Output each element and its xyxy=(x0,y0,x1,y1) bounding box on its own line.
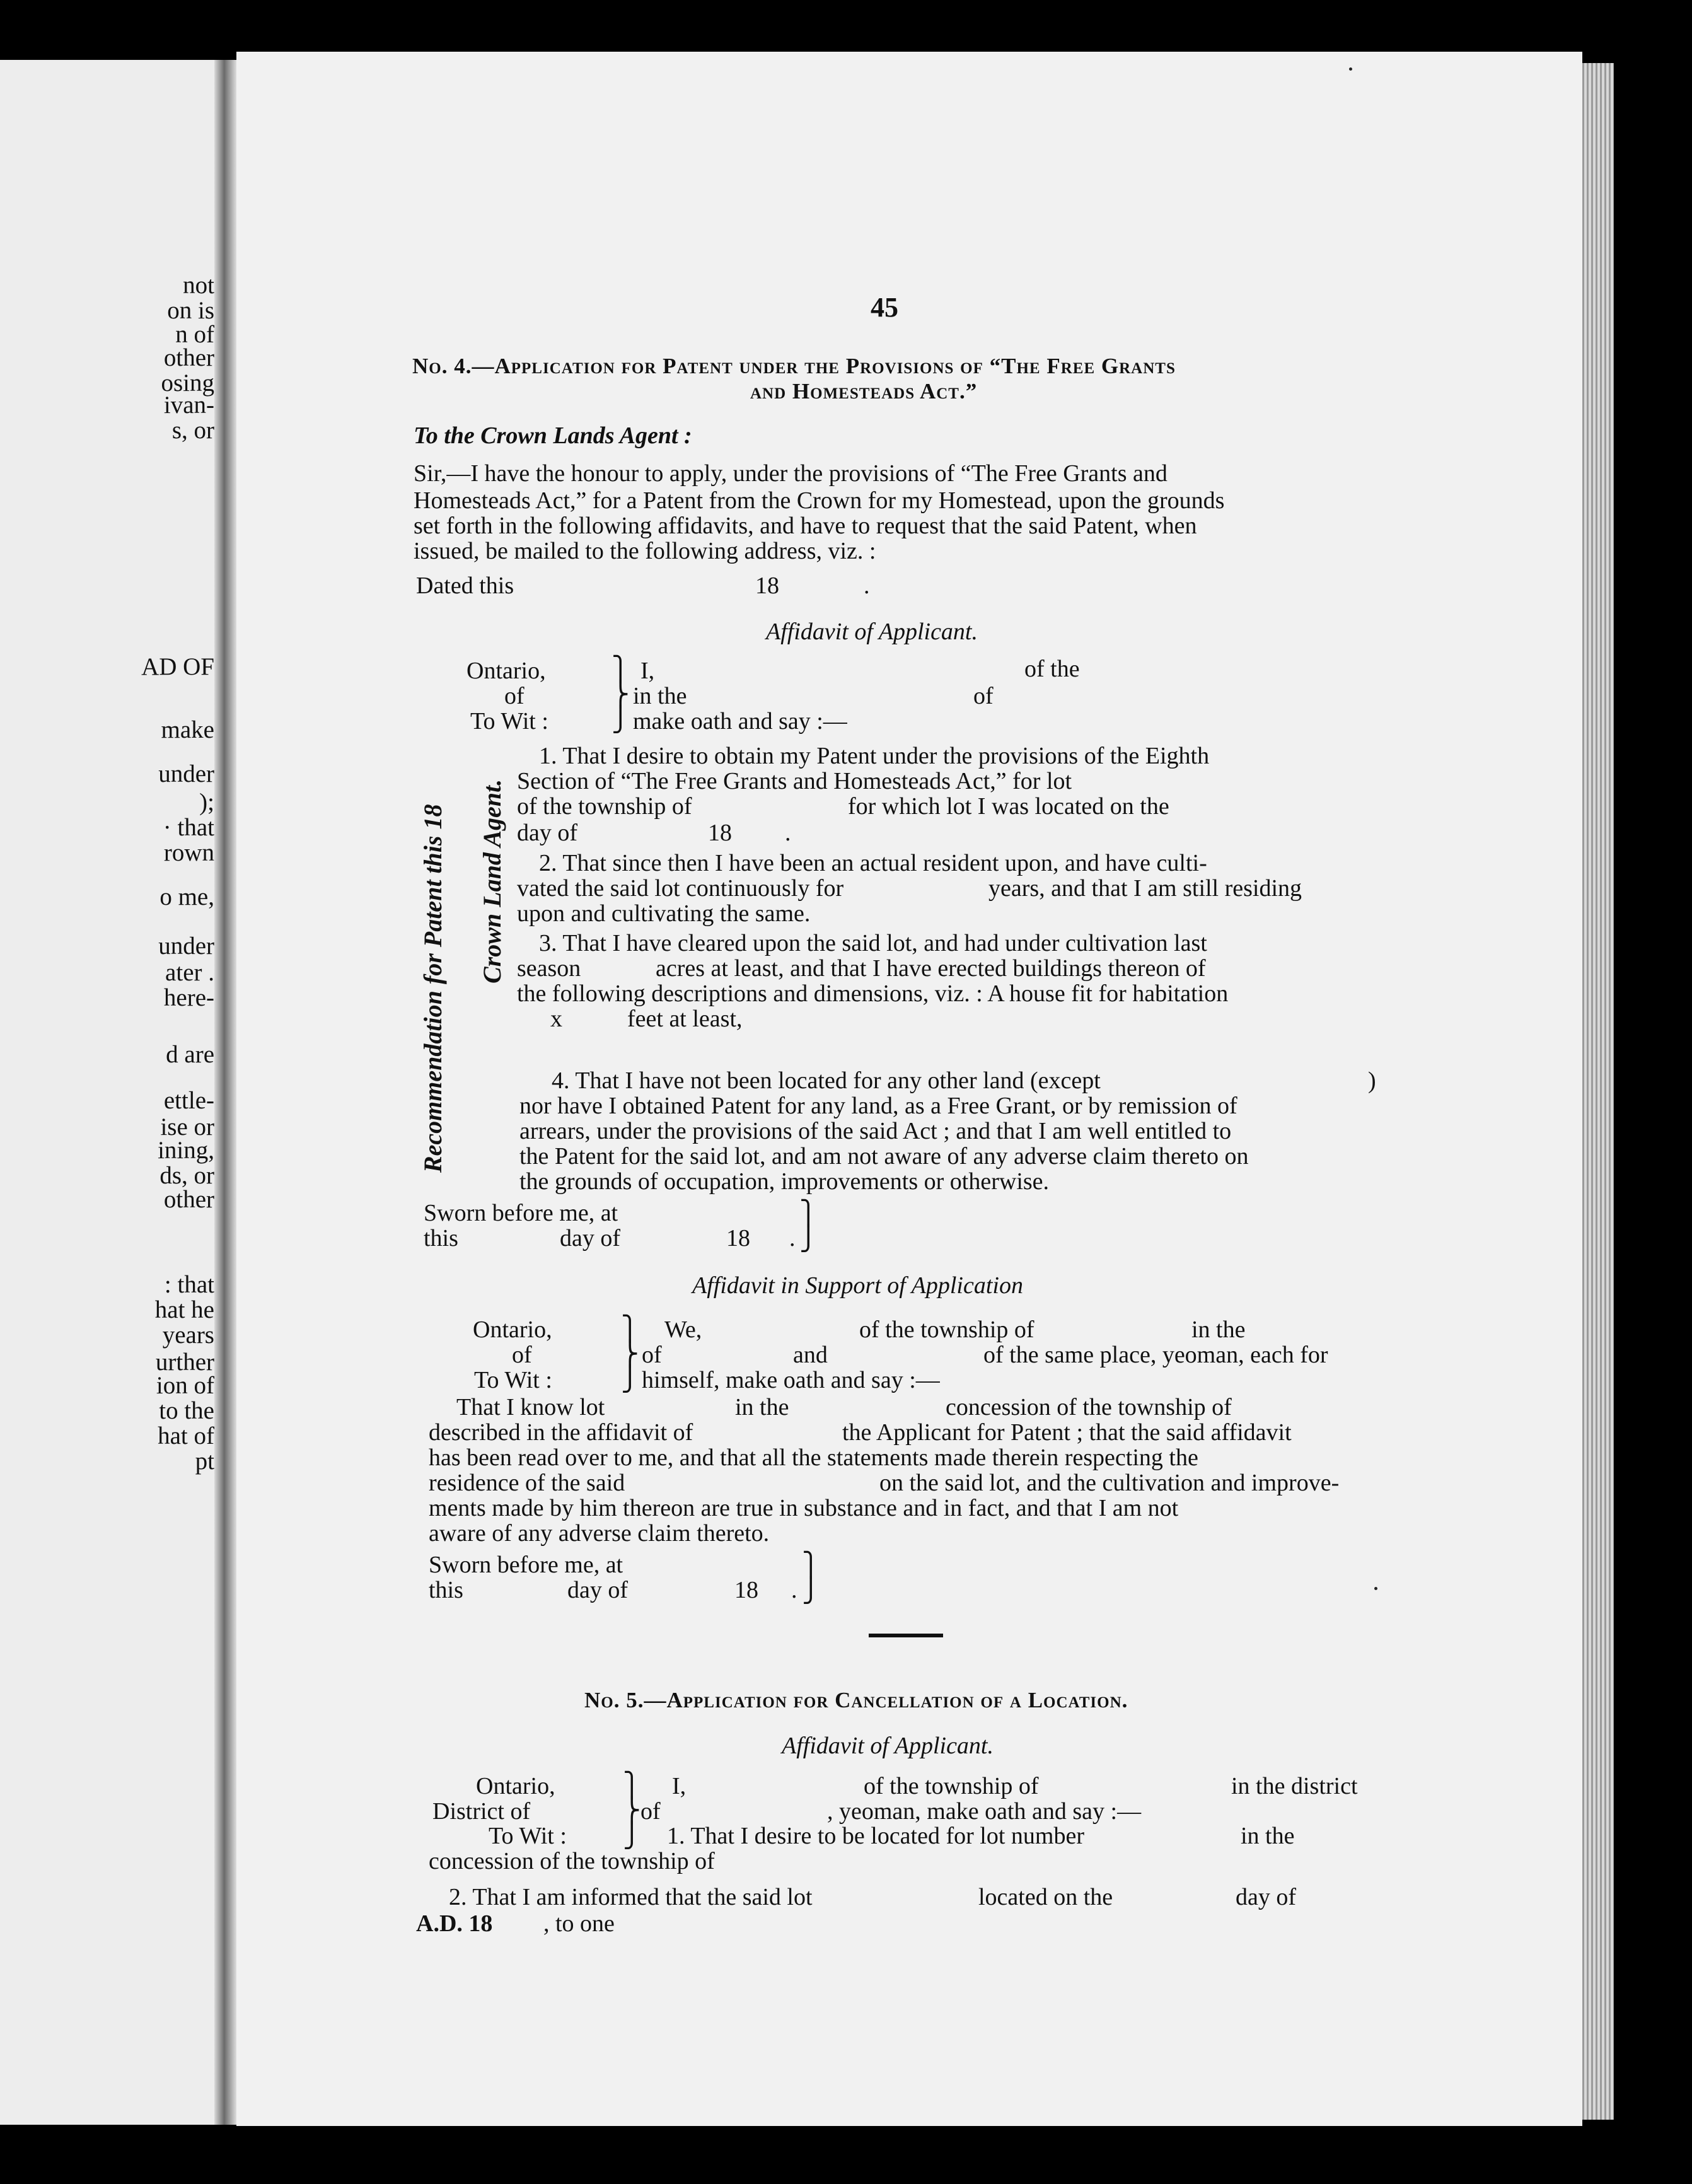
sup-p-line4b: on the said lot, and the cultivation and improve- xyxy=(879,1470,1340,1496)
p4-line4: the Patent for the said lot, and am not aware of any adverse claim thereto on xyxy=(519,1143,1249,1170)
sworn2-dot: . xyxy=(791,1577,797,1603)
p3-line2b: acres at least, and that I have erected buildings thereon of xyxy=(656,955,1206,982)
support-heading: Affidavit in Support of Application xyxy=(692,1272,1023,1299)
f5-township: of the township of xyxy=(864,1773,1039,1799)
sup-p-line6: aware of any adverse claim thereto. xyxy=(429,1520,770,1547)
book-gutter xyxy=(214,60,236,2125)
left-page-fragment: osing xyxy=(161,369,214,397)
dated-year: 18 xyxy=(755,572,779,599)
left-page-fragment: other xyxy=(163,1186,214,1213)
venue-in-the: in the xyxy=(633,683,687,709)
left-page-fragment: pt xyxy=(195,1448,214,1475)
left-page-fragment: ater . xyxy=(165,959,214,986)
left-page-fragment: under xyxy=(158,760,214,787)
left-page-fragment: hat he xyxy=(154,1296,214,1323)
sworn2-year: 18 xyxy=(734,1577,758,1603)
sup-p-line2a: described in the affidavit of xyxy=(429,1419,693,1446)
form4-body-line3: set forth in the following affidavits, and have to request that the said Patent, when xyxy=(414,513,1197,539)
left-page-fragment: ivan- xyxy=(163,392,214,419)
sup-venue-brace: ⎫ ⎬ ⎭ xyxy=(621,1316,639,1393)
form4-addressee: To the Crown Lands Agent : xyxy=(414,422,692,449)
sup-in-the: in the xyxy=(1191,1316,1246,1343)
venue-i: I, xyxy=(640,658,655,684)
sup-township: of the township of xyxy=(859,1316,1034,1343)
left-page-fragment: AD OF xyxy=(141,653,214,680)
sworn1-year: 18 xyxy=(726,1225,750,1252)
p3-line4b: feet at least, xyxy=(627,1006,743,1032)
left-page-fragment: ion of xyxy=(156,1372,214,1399)
left-page-fragment: ettle- xyxy=(163,1087,214,1114)
p1-line1: 1. That I desire to obtain my Patent under the provisions of the Eighth xyxy=(539,743,1210,769)
venue-of-the: of the xyxy=(1024,656,1080,682)
sup-p-line2b: the Applicant for Patent ; that the said affidavit xyxy=(842,1419,1292,1446)
f5-venue-brace: ⎫ ⎬ ⎭ xyxy=(623,1772,641,1849)
left-page xyxy=(0,60,214,2125)
affidavit-applicant-heading: Affidavit of Applicant. xyxy=(766,619,978,645)
left-page-fragment: make xyxy=(161,716,214,743)
f5-p2-e: , to one xyxy=(543,1910,615,1937)
left-page-fragment: on is xyxy=(167,297,214,324)
sup-p-line1c: concession of the township of xyxy=(946,1394,1232,1420)
p3-line4a: x xyxy=(550,1006,562,1032)
sup-venue-ontario: Ontario, xyxy=(473,1316,552,1343)
left-page-fragment: years xyxy=(162,1321,214,1349)
sup-same-place: of the same place, yeoman, each for xyxy=(983,1342,1328,1368)
p4-line1a: 4. That I have not been located for any other land (except xyxy=(552,1067,1101,1094)
speck xyxy=(1349,67,1352,71)
sworn1-dot: . xyxy=(789,1225,796,1252)
dated-dot: . xyxy=(864,572,870,599)
dated-label: Dated this xyxy=(416,572,514,599)
p2-line2a: vated the said lot continuously for xyxy=(517,875,844,902)
left-page-fragment: d are xyxy=(166,1041,214,1068)
venue-ontario: Ontario, xyxy=(466,658,546,684)
f5-of: of xyxy=(640,1798,661,1825)
left-page-fragment: here- xyxy=(163,984,214,1011)
left-page-fragment: ise or xyxy=(160,1113,214,1141)
sup-we: We, xyxy=(664,1316,702,1343)
f5-i: I, xyxy=(672,1773,687,1799)
f5-district: in the district xyxy=(1231,1773,1358,1799)
sup-p-line1b: in the xyxy=(735,1394,789,1420)
p2-line1: 2. That since then I have been an actual resident upon, and have culti- xyxy=(539,850,1207,876)
form5-affidavit-heading: Affidavit of Applicant. xyxy=(782,1733,994,1759)
margin-crown-land-agent: Crown Land Agent. xyxy=(478,779,506,984)
sworn1-day-of: day of xyxy=(560,1225,621,1252)
f5-venue-ontario: Ontario, xyxy=(476,1773,555,1799)
left-page-fragment: o me, xyxy=(159,883,214,910)
p4-line1b: ) xyxy=(1368,1067,1376,1094)
venue-of2: of xyxy=(973,683,994,709)
sup-venue-to-wit: To Wit : xyxy=(474,1367,552,1393)
p1-line3b: for which lot I was located on the xyxy=(848,793,1169,820)
form5-title: No. 5.—Application for Cancellation of a Location. xyxy=(584,1688,1128,1712)
section-divider xyxy=(869,1634,943,1637)
form4-body-line2: Homesteads Act,” for a Patent from the Crown for my Homestead, upon the grounds xyxy=(414,487,1225,514)
sup-p-line5: ments made by him thereon are true in substance and in fact, and that I am not xyxy=(429,1495,1179,1521)
left-page-fragment: not xyxy=(183,272,214,299)
sworn2-day-of: day of xyxy=(567,1577,629,1603)
left-page-fragment: · that xyxy=(163,814,214,841)
p3-line2a: season xyxy=(517,955,581,982)
left-page-fragment: : that xyxy=(164,1271,214,1298)
p4-line3: arrears, under the provisions of the said Act ; and that I am well entitled to xyxy=(519,1118,1232,1144)
left-page-fragment: n of xyxy=(175,321,214,348)
f5-p1-b: in the xyxy=(1241,1823,1295,1849)
speck xyxy=(1374,1587,1377,1590)
sup-oath: himself, make oath and say :— xyxy=(642,1367,940,1393)
p1-line4a: day of xyxy=(517,820,578,846)
p1-line3a: of the township of xyxy=(517,793,692,820)
venue-of: of xyxy=(504,683,524,709)
sworn2-brace: ⎫ ⎭ xyxy=(802,1552,820,1604)
page-edges xyxy=(1582,63,1614,2120)
p4-line2: nor have I obtained Patent for any land, as a Free Grant, or by remission of xyxy=(519,1093,1237,1119)
form4-title-line1: No. 4.—Application for Patent under the Provisions of “The Free Grants xyxy=(412,354,1176,378)
left-page-fragment: ds, or xyxy=(159,1162,214,1189)
sworn2-line1: Sworn before me, at xyxy=(429,1552,623,1578)
left-page-fragment: other xyxy=(163,344,214,371)
venue-oath: make oath and say :— xyxy=(633,708,847,735)
sworn1-this: this xyxy=(424,1225,458,1252)
form4-title-line2: and Homesteads Act.” xyxy=(750,379,978,404)
sup-and: and xyxy=(793,1342,828,1368)
left-page-fragment: s, or xyxy=(171,417,214,444)
left-page-fragment: ); xyxy=(199,789,214,816)
f5-yeoman: , yeoman, make oath and say :— xyxy=(827,1798,1142,1825)
venue-to-wit: To Wit : xyxy=(470,708,548,735)
f5-venue-to-wit: To Wit : xyxy=(489,1823,567,1849)
f5-p1-c: concession of the township of xyxy=(429,1848,715,1874)
left-page-fragment: ining, xyxy=(158,1137,214,1164)
sworn2-this: this xyxy=(429,1577,463,1603)
left-page-fragment: rown xyxy=(163,839,214,866)
sup-p-line3: has been read over to me, and that all the statements made therein respecting the xyxy=(429,1444,1198,1471)
p2-line2b: years, and that I am still residing xyxy=(988,875,1302,902)
left-page-fragment: under xyxy=(158,932,214,960)
sworn1-line1: Sworn before me, at xyxy=(424,1200,618,1226)
p3-line3: the following descriptions and dimensions, viz. : A house fit for habitation xyxy=(517,980,1229,1007)
left-page-fragment: hat of xyxy=(158,1422,214,1449)
page-number: 45 xyxy=(871,292,898,323)
left-page-fragment: urther xyxy=(155,1349,214,1376)
p1-line4b: 18 xyxy=(708,820,732,846)
p3-line1: 3. That I have cleared upon the said lot, and had under cultivation last xyxy=(539,930,1207,956)
f5-p2-c: day of xyxy=(1236,1884,1297,1910)
p1-line2: Section of “The Free Grants and Homesteads Act,” for lot xyxy=(517,768,1072,794)
sup-venue-of: of xyxy=(512,1342,532,1368)
sup-of: of xyxy=(642,1342,662,1368)
p4-line5: the grounds of occupation, improvements or otherwise. xyxy=(519,1168,1050,1195)
p2-line3: upon and cultivating the same. xyxy=(517,900,811,927)
f5-p1-a: 1. That I desire to be located for lot number xyxy=(667,1823,1084,1849)
form4-body-line4: issued, be mailed to the following address, viz. : xyxy=(414,538,876,564)
sup-p-line4a: residence of the said xyxy=(429,1470,625,1496)
form4-body-line1: Sir,—I have the honour to apply, under the provisions of “The Free Grants and xyxy=(414,460,1168,487)
venue-brace: ⎫ ⎬ ⎭ xyxy=(611,656,630,733)
p1-line4c: . xyxy=(785,820,791,846)
sworn1-brace: ⎫ ⎭ xyxy=(799,1200,818,1252)
f5-venue-district: District of xyxy=(432,1798,531,1825)
sup-p-line1a: That I know lot xyxy=(456,1394,605,1420)
f5-p2-a: 2. That I am informed that the said lot xyxy=(449,1884,813,1910)
f5-p2-b: located on the xyxy=(978,1884,1113,1910)
left-page-fragment: to the xyxy=(159,1397,214,1424)
f5-p2-d: A.D. 18 xyxy=(416,1910,493,1937)
margin-recommendation: Recommendation for Patent this 18 xyxy=(419,804,447,1173)
